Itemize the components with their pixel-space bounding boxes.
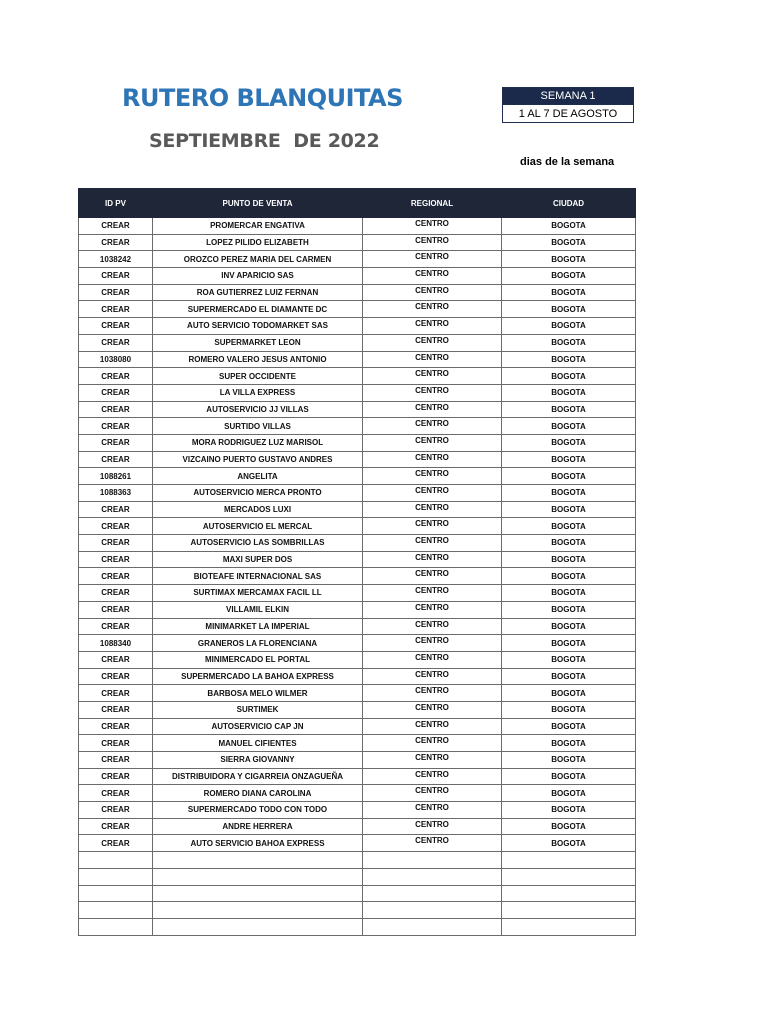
cell-city: BOGOTA bbox=[502, 451, 636, 468]
cell-id: CREAR bbox=[79, 651, 153, 668]
table-row bbox=[79, 418, 636, 435]
table-row bbox=[79, 535, 636, 552]
cell-id: CREAR bbox=[79, 318, 153, 335]
route-table bbox=[78, 188, 636, 936]
cell-regional: CENTRO bbox=[363, 535, 502, 552]
cell-point-of-sale: BIOTEAFE INTERNACIONAL SAS bbox=[153, 568, 363, 585]
cell-regional: CENTRO bbox=[363, 685, 502, 702]
table-row bbox=[79, 885, 636, 902]
cell-id: 1088340 bbox=[79, 635, 153, 652]
week-range: 1 AL 7 DE AGOSTO bbox=[503, 104, 633, 123]
cell-city: BOGOTA bbox=[502, 251, 636, 268]
cell-regional: CENTRO bbox=[363, 718, 502, 735]
cell-id: CREAR bbox=[79, 835, 153, 852]
cell-city: BOGOTA bbox=[502, 768, 636, 785]
cell-regional: CENTRO bbox=[363, 618, 502, 635]
page-title: RUTERO BLANQUITAS bbox=[122, 84, 403, 112]
cell-id: 1088363 bbox=[79, 485, 153, 502]
cell-id: 1038080 bbox=[79, 351, 153, 368]
cell-city: BOGOTA bbox=[502, 468, 636, 485]
cell-regional: CENTRO bbox=[363, 485, 502, 502]
cell-regional: CENTRO bbox=[363, 802, 502, 819]
cell-city: BOGOTA bbox=[502, 618, 636, 635]
cell-point-of-sale: SUPERMERCADO TODO CON TODO bbox=[153, 802, 363, 819]
cell-city: BOGOTA bbox=[502, 568, 636, 585]
cell-point-of-sale bbox=[153, 902, 363, 919]
cell-city: BOGOTA bbox=[502, 518, 636, 535]
cell-city: BOGOTA bbox=[502, 368, 636, 385]
table-row bbox=[79, 568, 636, 585]
table-row bbox=[79, 618, 636, 635]
cell-regional: CENTRO bbox=[363, 268, 502, 285]
table-row bbox=[79, 251, 636, 268]
cell-point-of-sale: ANGELITA bbox=[153, 468, 363, 485]
cell-id: CREAR bbox=[79, 785, 153, 802]
cell-id: CREAR bbox=[79, 334, 153, 351]
cell-regional bbox=[363, 852, 502, 869]
table-row bbox=[79, 718, 636, 735]
cell-point-of-sale: AUTO SERVICIO BAHOA EXPRESS bbox=[153, 835, 363, 852]
cell-regional: CENTRO bbox=[363, 568, 502, 585]
cell-point-of-sale: BARBOSA MELO WILMER bbox=[153, 685, 363, 702]
table-body bbox=[79, 218, 636, 936]
cell-id: CREAR bbox=[79, 585, 153, 602]
cell-point-of-sale: SURTIMEK bbox=[153, 701, 363, 718]
cell-id bbox=[79, 885, 153, 902]
cell-point-of-sale: VILLAMIL ELKIN bbox=[153, 601, 363, 618]
cell-id: CREAR bbox=[79, 818, 153, 835]
cell-regional: CENTRO bbox=[363, 368, 502, 385]
cell-city: BOGOTA bbox=[502, 384, 636, 401]
cell-regional: CENTRO bbox=[363, 501, 502, 518]
table-row bbox=[79, 668, 636, 685]
cell-point-of-sale: SIERRA GIOVANNY bbox=[153, 752, 363, 769]
table-row bbox=[79, 268, 636, 285]
cell-point-of-sale: AUTOSERVICIO JJ VILLAS bbox=[153, 401, 363, 418]
cell-city: BOGOTA bbox=[502, 551, 636, 568]
table-row bbox=[79, 918, 636, 935]
cell-city bbox=[502, 852, 636, 869]
cell-city: BOGOTA bbox=[502, 318, 636, 335]
cell-point-of-sale: INV APARICIO SAS bbox=[153, 268, 363, 285]
cell-point-of-sale bbox=[153, 868, 363, 885]
table-row bbox=[79, 785, 636, 802]
cell-regional: CENTRO bbox=[363, 585, 502, 602]
table-row bbox=[79, 501, 636, 518]
cell-regional: CENTRO bbox=[363, 518, 502, 535]
table-row bbox=[79, 585, 636, 602]
cell-city: BOGOTA bbox=[502, 668, 636, 685]
cell-regional: CENTRO bbox=[363, 668, 502, 685]
cell-city: BOGOTA bbox=[502, 651, 636, 668]
cell-id: 1038242 bbox=[79, 251, 153, 268]
table-row bbox=[79, 835, 636, 852]
cell-regional: CENTRO bbox=[363, 701, 502, 718]
cell-city: BOGOTA bbox=[502, 635, 636, 652]
cell-point-of-sale: AUTOSERVICIO MERCA PRONTO bbox=[153, 485, 363, 502]
cell-id: CREAR bbox=[79, 752, 153, 769]
cell-regional: CENTRO bbox=[363, 401, 502, 418]
cell-id: CREAR bbox=[79, 618, 153, 635]
cell-point-of-sale: OROZCO PEREZ MARIA DEL CARMEN bbox=[153, 251, 363, 268]
cell-id: CREAR bbox=[79, 284, 153, 301]
table-row bbox=[79, 752, 636, 769]
table-row bbox=[79, 701, 636, 718]
column-header-regional: REGIONAL bbox=[363, 189, 502, 218]
cell-city: BOGOTA bbox=[502, 434, 636, 451]
cell-id: CREAR bbox=[79, 735, 153, 752]
cell-regional: CENTRO bbox=[363, 551, 502, 568]
table-row bbox=[79, 284, 636, 301]
cell-regional: CENTRO bbox=[363, 835, 502, 852]
cell-city: BOGOTA bbox=[502, 585, 636, 602]
cell-regional: CENTRO bbox=[363, 301, 502, 318]
cell-id: CREAR bbox=[79, 518, 153, 535]
cell-regional: CENTRO bbox=[363, 785, 502, 802]
table-row bbox=[79, 902, 636, 919]
cell-id bbox=[79, 852, 153, 869]
cell-point-of-sale bbox=[153, 885, 363, 902]
cell-regional: CENTRO bbox=[363, 768, 502, 785]
column-header-point-of-sale: PUNTO DE VENTA bbox=[153, 189, 363, 218]
cell-city bbox=[502, 902, 636, 919]
cell-id: CREAR bbox=[79, 368, 153, 385]
table-row bbox=[79, 818, 636, 835]
cell-point-of-sale: ROMERO DIANA CAROLINA bbox=[153, 785, 363, 802]
cell-city bbox=[502, 918, 636, 935]
cell-city bbox=[502, 868, 636, 885]
cell-city: BOGOTA bbox=[502, 535, 636, 552]
cell-regional bbox=[363, 918, 502, 935]
table-row bbox=[79, 401, 636, 418]
cell-id: CREAR bbox=[79, 601, 153, 618]
column-header-id: ID PV bbox=[79, 189, 153, 218]
cell-id: CREAR bbox=[79, 535, 153, 552]
cell-city: BOGOTA bbox=[502, 268, 636, 285]
table-row bbox=[79, 651, 636, 668]
cell-city: BOGOTA bbox=[502, 234, 636, 251]
cell-regional: CENTRO bbox=[363, 818, 502, 835]
cell-city: BOGOTA bbox=[502, 735, 636, 752]
cell-city: BOGOTA bbox=[502, 401, 636, 418]
cell-city: BOGOTA bbox=[502, 485, 636, 502]
cell-city: BOGOTA bbox=[502, 601, 636, 618]
cell-point-of-sale: SUPERMARKET LEON bbox=[153, 334, 363, 351]
cell-regional: CENTRO bbox=[363, 635, 502, 652]
cell-regional: CENTRO bbox=[363, 334, 502, 351]
table-row bbox=[79, 802, 636, 819]
table-row bbox=[79, 601, 636, 618]
cell-point-of-sale bbox=[153, 852, 363, 869]
cell-regional: CENTRO bbox=[363, 234, 502, 251]
cell-point-of-sale: AUTOSERVICIO CAP JN bbox=[153, 718, 363, 735]
table-row bbox=[79, 451, 636, 468]
cell-id: CREAR bbox=[79, 501, 153, 518]
cell-id: CREAR bbox=[79, 718, 153, 735]
table-row bbox=[79, 234, 636, 251]
cell-regional: CENTRO bbox=[363, 418, 502, 435]
cell-point-of-sale: ANDRE HERRERA bbox=[153, 818, 363, 835]
cell-regional bbox=[363, 902, 502, 919]
cell-id: CREAR bbox=[79, 768, 153, 785]
cell-regional: CENTRO bbox=[363, 384, 502, 401]
cell-point-of-sale: MAXI SUPER DOS bbox=[153, 551, 363, 568]
week-label: SEMANA 1 bbox=[503, 88, 633, 104]
cell-regional: CENTRO bbox=[363, 601, 502, 618]
cell-point-of-sale: GRANEROS LA FLORENCIANA bbox=[153, 635, 363, 652]
cell-point-of-sale: LOPEZ PILIDO ELIZABETH bbox=[153, 234, 363, 251]
cell-city: BOGOTA bbox=[502, 835, 636, 852]
column-header-city: CIUDAD bbox=[502, 189, 636, 218]
cell-city: BOGOTA bbox=[502, 718, 636, 735]
table-row bbox=[79, 301, 636, 318]
cell-regional: CENTRO bbox=[363, 251, 502, 268]
cell-point-of-sale: ROA GUTIERREZ LUIZ FERNAN bbox=[153, 284, 363, 301]
cell-city: BOGOTA bbox=[502, 752, 636, 769]
cell-regional: CENTRO bbox=[363, 434, 502, 451]
cell-regional: CENTRO bbox=[363, 651, 502, 668]
days-label: dias de la semana bbox=[520, 156, 615, 168]
cell-regional bbox=[363, 868, 502, 885]
cell-regional: CENTRO bbox=[363, 284, 502, 301]
cell-id: CREAR bbox=[79, 218, 153, 235]
cell-id: CREAR bbox=[79, 268, 153, 285]
cell-id: CREAR bbox=[79, 234, 153, 251]
cell-city: BOGOTA bbox=[502, 818, 636, 835]
cell-point-of-sale: MORA RODRIGUEZ LUZ MARISOL bbox=[153, 434, 363, 451]
cell-id: CREAR bbox=[79, 451, 153, 468]
table-row bbox=[79, 551, 636, 568]
cell-point-of-sale: ROMERO VALERO JESUS ANTONIO bbox=[153, 351, 363, 368]
cell-point-of-sale: AUTOSERVICIO LAS SOMBRILLAS bbox=[153, 535, 363, 552]
cell-id: CREAR bbox=[79, 685, 153, 702]
cell-id: CREAR bbox=[79, 668, 153, 685]
table-row bbox=[79, 318, 636, 335]
cell-id: CREAR bbox=[79, 434, 153, 451]
cell-regional: CENTRO bbox=[363, 468, 502, 485]
cell-regional: CENTRO bbox=[363, 318, 502, 335]
table-row bbox=[79, 685, 636, 702]
week-box bbox=[502, 87, 634, 123]
table-header-row bbox=[79, 189, 636, 218]
table-row bbox=[79, 852, 636, 869]
cell-regional: CENTRO bbox=[363, 735, 502, 752]
cell-point-of-sale: MERCADOS LUXI bbox=[153, 501, 363, 518]
cell-point-of-sale: LA VILLA EXPRESS bbox=[153, 384, 363, 401]
cell-point-of-sale: AUTOSERVICIO EL MERCAL bbox=[153, 518, 363, 535]
cell-city: BOGOTA bbox=[502, 334, 636, 351]
cell-city: BOGOTA bbox=[502, 418, 636, 435]
cell-id: CREAR bbox=[79, 301, 153, 318]
table-row bbox=[79, 434, 636, 451]
cell-id: CREAR bbox=[79, 701, 153, 718]
cell-point-of-sale: AUTO SERVICIO TODOMARKET SAS bbox=[153, 318, 363, 335]
cell-point-of-sale: MANUEL CIFIENTES bbox=[153, 735, 363, 752]
cell-point-of-sale: PROMERCAR ENGATIVA bbox=[153, 218, 363, 235]
cell-regional bbox=[363, 885, 502, 902]
cell-point-of-sale: SUPER OCCIDENTE bbox=[153, 368, 363, 385]
cell-city: BOGOTA bbox=[502, 284, 636, 301]
cell-city: BOGOTA bbox=[502, 685, 636, 702]
table-row bbox=[79, 735, 636, 752]
table-row bbox=[79, 368, 636, 385]
cell-id: CREAR bbox=[79, 802, 153, 819]
table-row bbox=[79, 768, 636, 785]
table-row bbox=[79, 351, 636, 368]
cell-city: BOGOTA bbox=[502, 785, 636, 802]
cell-id: CREAR bbox=[79, 384, 153, 401]
cell-point-of-sale: MINIMERCADO EL PORTAL bbox=[153, 651, 363, 668]
cell-id: CREAR bbox=[79, 418, 153, 435]
cell-id bbox=[79, 902, 153, 919]
table-row bbox=[79, 468, 636, 485]
cell-city bbox=[502, 885, 636, 902]
table-row bbox=[79, 384, 636, 401]
cell-city: BOGOTA bbox=[502, 351, 636, 368]
cell-regional: CENTRO bbox=[363, 752, 502, 769]
cell-id bbox=[79, 868, 153, 885]
cell-point-of-sale: DISTRIBUIDORA Y CIGARREIA ONZAGUEÑA bbox=[153, 768, 363, 785]
table-row bbox=[79, 334, 636, 351]
cell-point-of-sale: SURTIDO VILLAS bbox=[153, 418, 363, 435]
cell-point-of-sale: SUPERMERCADO EL DIAMANTE DC bbox=[153, 301, 363, 318]
table-row bbox=[79, 518, 636, 535]
cell-point-of-sale: VIZCAINO PUERTO GUSTAVO ANDRES bbox=[153, 451, 363, 468]
cell-city: BOGOTA bbox=[502, 701, 636, 718]
table-row bbox=[79, 635, 636, 652]
table-row bbox=[79, 218, 636, 235]
cell-id: 1088261 bbox=[79, 468, 153, 485]
cell-id: CREAR bbox=[79, 401, 153, 418]
cell-point-of-sale: SUPERMERCADO LA BAHOA EXPRESS bbox=[153, 668, 363, 685]
cell-point-of-sale: SURTIMAX MERCAMAX FACIL LL bbox=[153, 585, 363, 602]
cell-id: CREAR bbox=[79, 551, 153, 568]
cell-regional: CENTRO bbox=[363, 351, 502, 368]
cell-point-of-sale bbox=[153, 918, 363, 935]
cell-id: CREAR bbox=[79, 568, 153, 585]
table-row bbox=[79, 485, 636, 502]
table-row bbox=[79, 868, 636, 885]
cell-regional: CENTRO bbox=[363, 451, 502, 468]
cell-city: BOGOTA bbox=[502, 301, 636, 318]
cell-id bbox=[79, 918, 153, 935]
cell-point-of-sale: MINIMARKET LA IMPERIAL bbox=[153, 618, 363, 635]
cell-city: BOGOTA bbox=[502, 501, 636, 518]
cell-city: BOGOTA bbox=[502, 802, 636, 819]
cell-city: BOGOTA bbox=[502, 218, 636, 235]
cell-regional: CENTRO bbox=[363, 218, 502, 235]
page-subtitle: SEPTIEMBRE DE 2022 bbox=[149, 130, 380, 152]
